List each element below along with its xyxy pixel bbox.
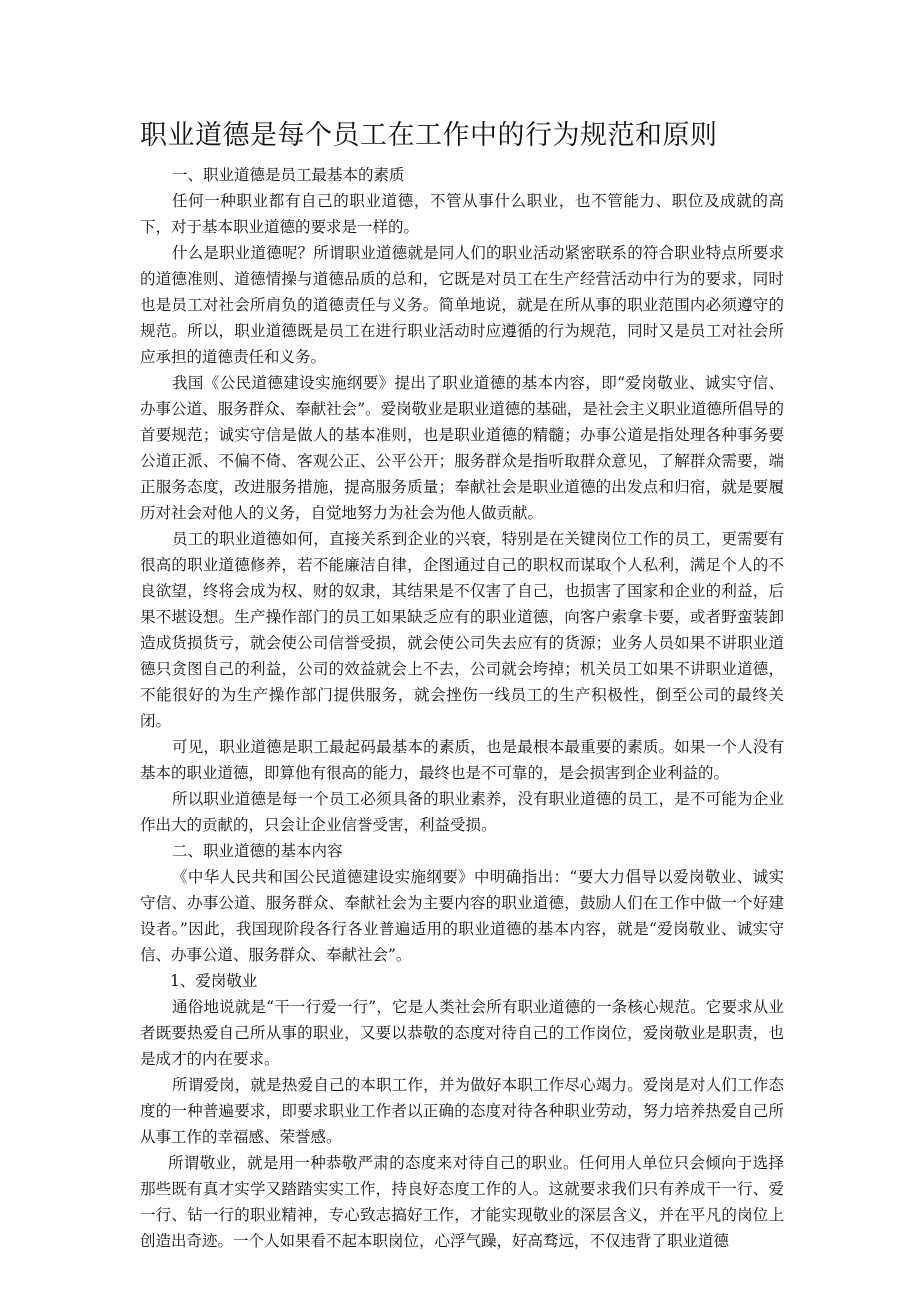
paragraph: 所谓敬业，就是用一种恭敬严肃的态度来对待自己的职业。任何用人单位只会倾向于选择那些既有真才实学又踏踏实实工作，持良好态度工作的人。这就要求我们只有养成干一行、爱一行、钻一行的职业精神，专心致志搞好工作，才能实现敬业的深层含义，并在平凡的岗位上创造出奇迹。一个人如果看不起本职岗位，心浮气躁，好高骛远，不仅违背了职业道德 [140,1154,784,1250]
paragraph: 我国《公民道德建设实施纲要》提出了职业道德的基本内容，即“爱岗敬业、诚实守信、办事公道、服务群众、奉献社会”。爱岗敬业是职业道德的基础，是社会主义职业道德所倡导的首要规范；诚实守信是做人的基本准则，也是职业道德的精髓；办事公道是指处理各种事务要公道正派、不偏不倚、客观公正、公平公开；服务群众是指听取群众意见，了解群众需要，端正服务态度，改进服务措施，提高服务质量；奉献社会是职业道德的出发点和归宿，就是要履历对社会对他人的义务，自觉地努力为社会为他人做贡献。 [140,374,784,522]
subsection-heading: 1、爱岗敬业 [170,972,258,990]
document-title: 职业道德是每个员工在工作中的行为规范和原则 [140,120,718,151]
section-heading-1: 一、职业道德是员工最基本的素质 [172,166,405,184]
paragraph: 什么是职业道德呢？所谓职业道德就是同人们的职业活动紧密联系的符合职业特点所要求的道德准则、道德情操与道德品质的总和，它既是对员工在生产经营活动中行为的要求，同时也是员工对社会所肩负的道德责任与义务。简单地说，就是在所从事的职业范围内必须遵守的规范。所以，职业道德既是员工在进行职业活动时应遵循的行为规范，同时又是员工对社会所应承担的道德责任和义务。 [140,244,784,366]
section-heading-2: 二、职业道德的基本内容 [172,842,343,860]
paragraph: 员工的职业道德如何，直接关系到企业的兴衰，特别是在关键岗位工作的员工，更需要有很高的职业道德修养，若不能廉洁自律，企图通过自己的职权而谋取个人私利，满足个人的不良欲望，终将会成为权、财的奴隶，其结果是不仅害了自己，也损害了国家和企业的利益，后果不堪设想。生产操作部门的员工如果缺乏应有的职业道德，向客户索拿卡要，或者野蛮装卸造成货损货亏，就会使公司信誉受损，就会使公司失去应有的货源；业务人员如果不讲职业道德只贪图自己的利益，公司的效益就会上不去，公司就会垮掉；机关员工如果不讲职业道德，不能很好的为生产操作部门提供服务，就会挫伤一线员工的生产积极性，倒至公司的最终关闭。 [140,530,784,730]
paragraph: 可见，职业道德是职工最起码最基本的素质，也是最根本最重要的素质。如果一个人没有基本的职业道德，即算他有很高的能力，最终也是不可靠的，是会损害到企业利益的。 [140,738,784,782]
paragraph: 所谓爱岗，就是热爱自己的本职工作，并为做好本职工作尽心竭力。爱岗是对人们工作态度的一种普遍要求，即要求职业工作者以正确的态度对待各种职业劳动，努力培养热爱自己所从事工作的幸福感、荣誉感。 [140,1076,784,1146]
paragraph: 通俗地说就是“干一行爱一行”，它是人类社会所有职业道德的一条核心规范。它要求从业者既要热爱自己所从事的职业，又要以恭敬的态度对待自己的工作岗位，爱岗敬业是职责，也是成才的内在要求。 [140,998,784,1068]
paragraph: 所以职业道德是每一个员工必须具备的职业素养，没有职业道德的员工，是不可能为企业作出大的贡献的，只会让企业信誉受害，利益受损。 [140,790,784,834]
document-page [140,116,784,1254]
paragraph: 任何一种职业都有自己的职业道德，不管从事什么职业，也不管能力、职位及成就的高下，对于基本职业道德的要求是一样的。 [140,192,784,236]
paragraph: 《中华人民共和国公民道德建设实施纲要》中明确指出：“要大力倡导以爱岗敬业、诚实守信、办事公道、服务群众、奉献社会为主要内容的职业道德，鼓励人们在工作中做一个好建设者。”因此，我国现阶段各行各业普遍适用的职业道德的基本内容，就是“爱岗敬业、诚实守信、办事公道、服务群众、奉献社会”。 [140,868,784,964]
